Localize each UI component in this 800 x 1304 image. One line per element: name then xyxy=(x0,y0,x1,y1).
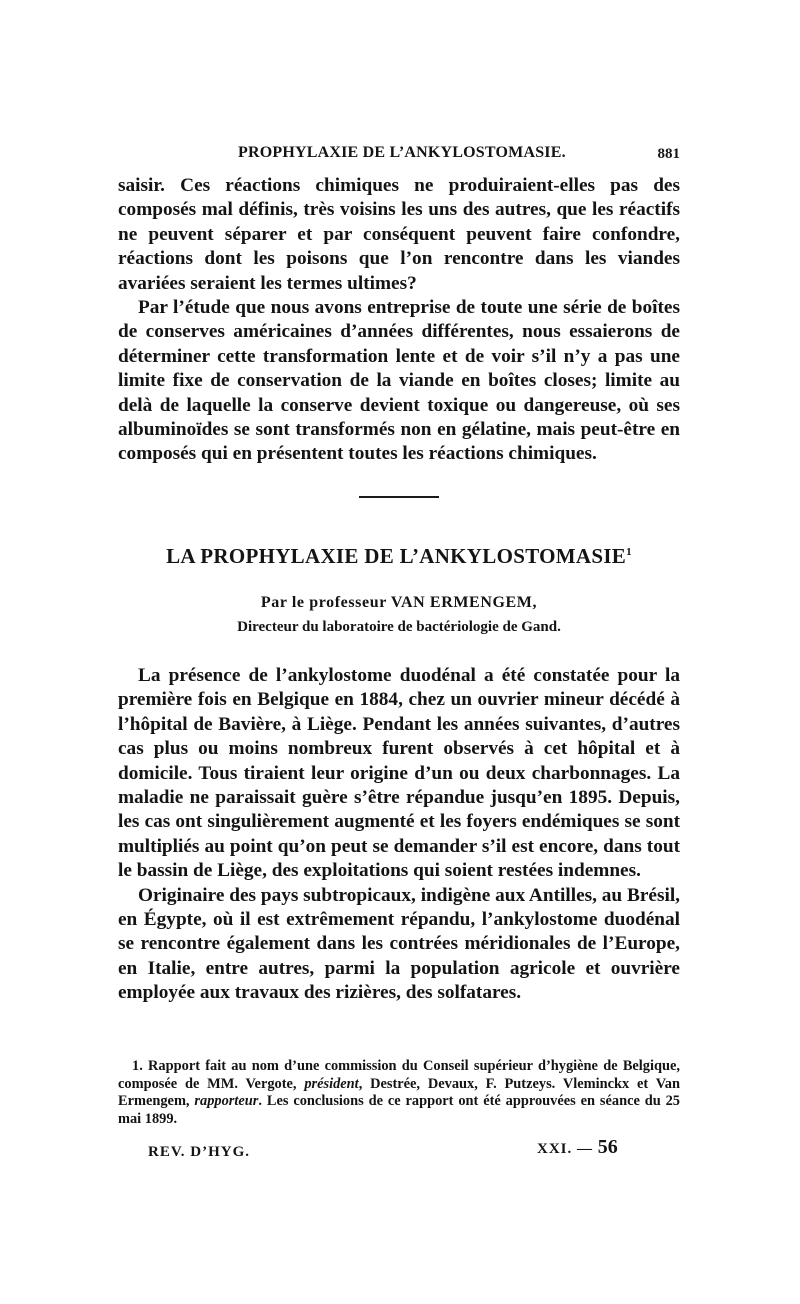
footnote-marker: 1 xyxy=(626,546,632,558)
footnote-part: . Les conclusions de ce rapport ont été approuvées en séance du 25 mai 1899. xyxy=(118,1093,680,1127)
author-byline: Par le professeur VAN ERMENGEM, xyxy=(260,594,538,611)
sheet-signature xyxy=(537,1136,618,1159)
journal-signature: REV. D’HYG. xyxy=(148,1144,250,1160)
footnote xyxy=(118,1058,680,1128)
paragraph: Originaire des pays subtropicaux, indigène aux Antilles, au Brésil, en Égypte, où il est extrêmement répandu, l’ankylostome duodénal se rencontre également dans les contrées méridionales de l’Europe, en Italie, entre autres, parmi la population agricole et ouvrière employée aux travaux des rizières, des solfatares. xyxy=(118,884,680,1004)
author-affiliation: Directeur du laboratoire de bactériologie de Gand. xyxy=(237,619,561,635)
footnote-part: , Destrée, Devaux, F. Putzeys. Vleminckx et Van Ermengem, xyxy=(118,1075,680,1109)
running-title: PROPHYLAXIE DE L’ANKYLOSTOMASIE. xyxy=(238,144,566,161)
paragraph: La présence de l’ankylostome duodénal a été constatée pour la première fois en Belgique en 1884, chez un ouvrier mineur décédé à l’hôpital de Bavière, à Liège. Pendant les années suivantes, d’autres cas plus ou moins nombreux furent observés à cet hôpital et à domicile. Tous tiraient leur origine d’un ou deux charbonnages. La maladie ne paraissait guère s’être répandue jusqu’en 1895. Depuis, les cas ont singulièrement augmenté et les foyers endémiques se sont multipliés au point qu’on peut se demander s’il est encore, dans tout le bassin de Liège, des exploitations qui soient restées indemnes. xyxy=(118,665,680,882)
footnote-text xyxy=(118,1058,680,1128)
footnote-role: président xyxy=(304,1075,359,1092)
preceding-article-text xyxy=(118,174,680,467)
paragraph: Par l’étude que nous avons entreprise de toute une série de boîtes de conserves américaines d’années différentes, nous essaierons de déterminer cette transformation lente et de voir s’il n’y a pas une limite fixe de conservation de la viande en boîtes closes; limite au delà de laquelle la conserve devient toxique ou dangereuse, où ses albuminoïdes se sont transformés non en gélatine, mais peut-être en composés qui en présentent toutes les réactions chimiques. xyxy=(118,297,680,465)
footnote-part: 1. Rapport fait au nom d’une commission du Conseil supérieur d’hygiène de Belgique, composée de MM. Vergote, xyxy=(118,1058,680,1092)
page-number: 881 xyxy=(657,146,680,162)
article-title xyxy=(118,544,680,569)
article-title-text: LA PROPHYLAXIE DE L’ANKYLOSTOMASIE xyxy=(166,544,627,568)
running-header xyxy=(118,144,680,168)
volume-label: XXI. — xyxy=(537,1141,594,1157)
section-divider xyxy=(359,496,439,498)
sheet-number: 56 xyxy=(597,1136,618,1158)
paragraph: saisir. Ces réactions chimiques ne produiraient-elles pas des composés mal définis, très voisins les uns des autres, que les réactifs ne peuvent séparer et par conséquent peuvent faire confondre, réactions dont les poisons que l’on rencontre dans les viandes avariées seraient les termes ultimes? xyxy=(118,175,680,294)
footnote-role: rapporteur xyxy=(194,1093,259,1109)
article-body xyxy=(118,664,680,1006)
